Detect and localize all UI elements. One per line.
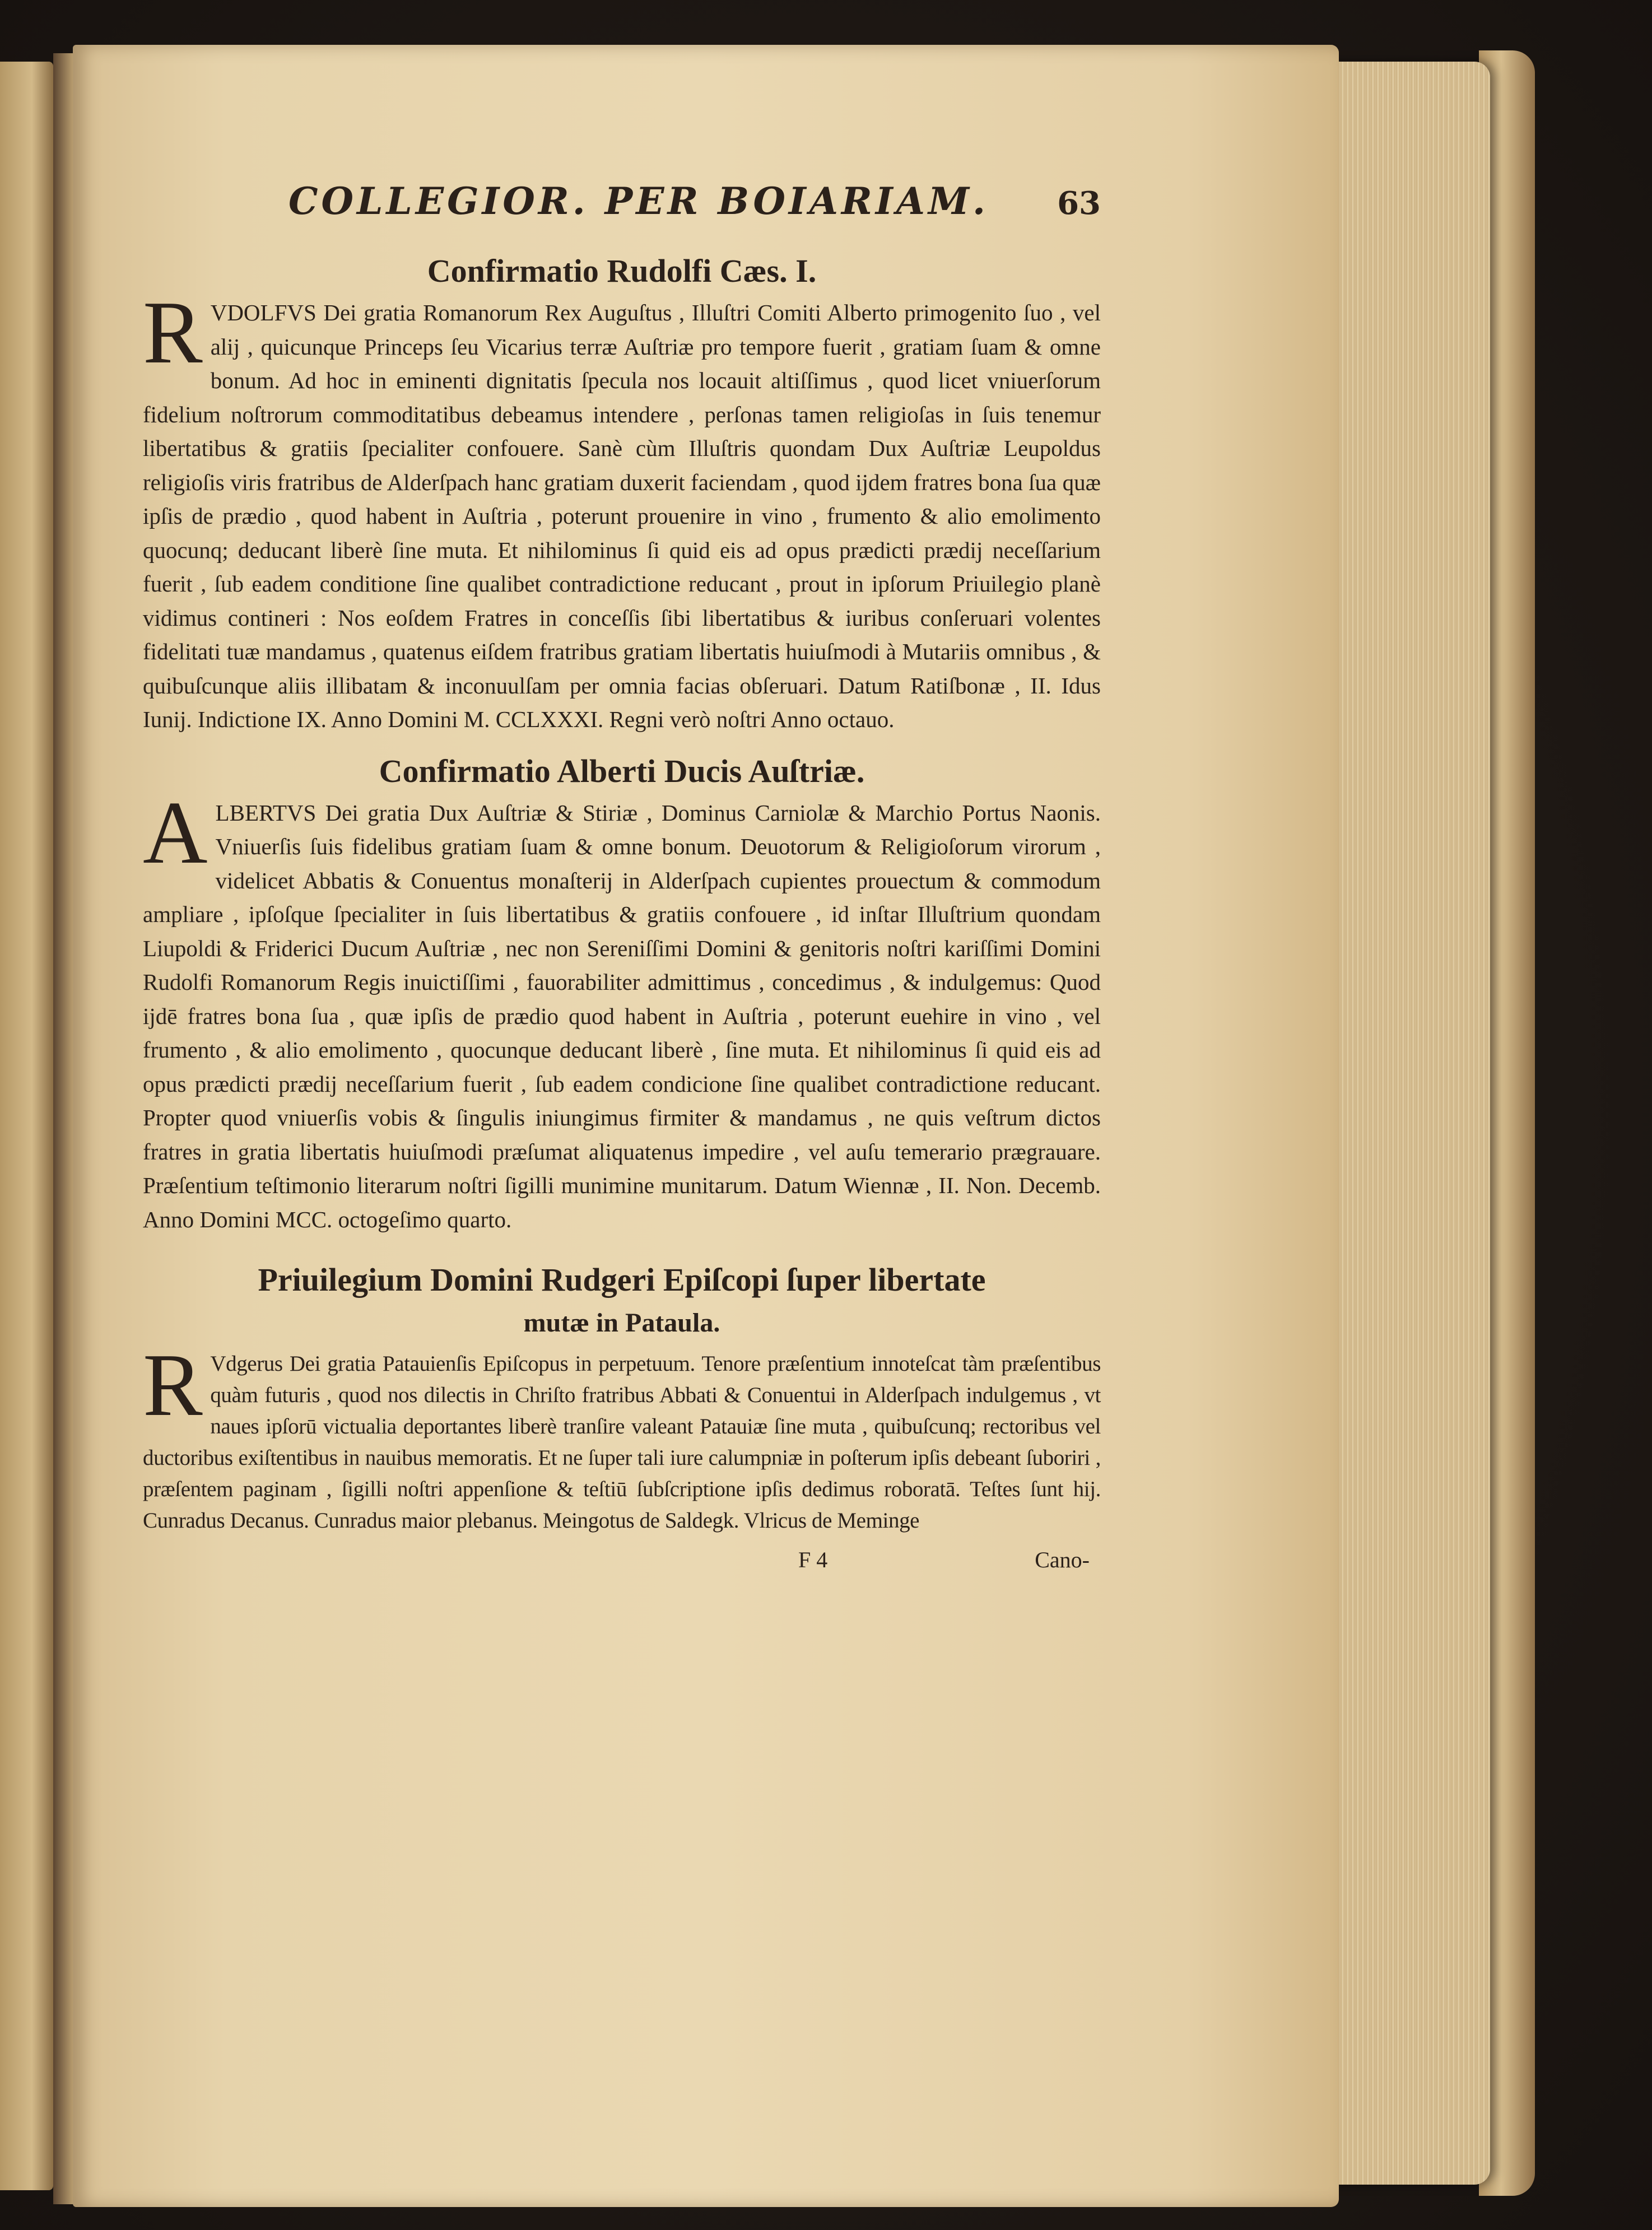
- running-head-title: COLLEGIOR. PER BOIARIAM.: [288, 179, 989, 223]
- body-text: LBERTVS Dei gratia Dux Auſtriæ & Stiriæ , Dominus Carniolæ & Marchio Portus Naonis. Vniuerſis ſuis fidelibus gratiam ſuam & omne bonum. Deuotorum & Religioſorum virorum , videlicet Abbatis & Conuentus monaſterij in Alderſpach cupientes prouectum & commodum ampliare , ipſoſque ſpecialiter in ſuis libertatibus & gratiis confouere , id inſtar Illuſtrium quondam Liupoldi & Friderici Ducum Auſtriæ , nec non Sereniſſimi Domini & genitoris noſtri kariſſimi Domini Rudolfi Romanorum Regis inuictiſſimi , fauorabiliter admittimus , concedimus , & indulgemus: Quod ijdē fratres bona ſua , quæ ipſis de prædio quod habent in Auſtria , poterunt euehire in vino , vel frumento , & alio emolimento , quocunque deducant liberè , ſine muta. Et nihilominus ſi quid eis ad opus prædicti prædij neceſſarium fuerit , ſub eadem condicione ſine qualibet contradictione reducant. Propter quod vniuerſis vobis & ſingulis iniungimus firmiter & mandamus , ne quis veſtrum dictos fratres in gratia libertatis huiuſmodi præſumat aliquatenus impedire , vel auſu temerario prægrauare. Præſentium teſtimonio literarum noſtri ſigilli munimine munitarum. Datum Wiennæ , II. Non. Decemb. Anno Domini MCC. octogeſimo quarto.: [143, 799, 1101, 1232]
- body-text: VDOLFVS Dei gratia Romanorum Rex Auguſtus , Illuſtri Comiti Alberto primogenito ſuo , vel alij , quicunque Princeps ſeu Vicarius terræ Auſtriæ pro tempore fuerit , gratiam ſuam & omne bonum. Ad hoc in eminenti dignitatis ſpecula nos locauit altiſſimus , quod licet vniuerſorum fidelium noſtrorum commoditatibus debeamus intendere , perſonas tamen religioſas in ſuis tenemur libertatibus & gratiis ſpecialiter confouere. Sanè cùm Illuſtris quondam Dux Auſtriæ Leupoldus religioſis viris fratribus de Alderſpach hanc gratiam duxerit faciendam , quod ijdem fratres bona ſua quæ ipſis de prædio , quod habent in Auſtria , poterunt prouenire in vino , frumento & alio emolimento quocunq; deducant liberè ſine muta. Et nihilominus ſi quid eis ad opus prædicti prædij neceſſarium fuerit , ſub eadem conditione ſine qualibet contradictione reducant , prout in ipſorum Priuilegio planè vidimus contineri : Nos eoſdem Fratres in conceſſis ſibi libertatibus & iuribus conſeruari volentes fidelitati tuæ mandamus , quatenus eiſdem fratribus gratiam libertatis huiuſmodi à Mutariis omnibus , & quibuſcunque aliis illibatam & inconuulſam per omnia facias obſeruari. Datum Ratiſbonæ , II. Idus Iunij. Indictione IX. Anno Domini M. CCLXXXI. Regni verò noſtri Anno octauo.: [143, 300, 1101, 732]
- drop-cap: A: [143, 782, 208, 882]
- book-gutter: [53, 53, 76, 2204]
- section-body: [143, 282, 1101, 737]
- page-number: 63: [1057, 185, 1101, 222]
- section-priuilegium-rudgeri: [143, 1255, 1101, 1537]
- section-confirmatio-rudolfi: [143, 246, 1101, 737]
- section-confirmatio-alberti: [143, 747, 1101, 1237]
- section-body: [143, 782, 1101, 1237]
- drop-cap: R: [143, 282, 203, 382]
- facing-page-edge: [0, 62, 53, 2190]
- running-head: [143, 179, 1101, 246]
- section-heading: Confirmatio Alberti Ducis Auſtriæ.: [379, 752, 865, 789]
- section-body: [143, 1335, 1101, 1537]
- page-text-block: [143, 179, 1101, 1573]
- section-heading: Priuilegium Domini Rudgeri Epiſcopi ſuper libertate: [258, 1261, 986, 1298]
- section-heading: Confirmatio Rudolfi Cæs. I.: [427, 253, 817, 289]
- signature-mark: F 4: [798, 1547, 828, 1572]
- catchword: Cano-: [1035, 1547, 1090, 1572]
- drop-cap: R: [143, 1335, 203, 1435]
- page-footer: [143, 1547, 1101, 1573]
- body-text: Vdgerus Dei gratia Patauienſis Epiſcopus in perpetuum. Tenore præſentium innoteſcat tàm præſentibus quàm futuris , quod nos dilectis in Chriſto fratribus Abbati & Conuentui in Alderſpach indulgemus , vt naues ipſorū victualia deportantes liberè tranſire valeant Patauiæ ſine muta , quibuſcunq; rectoribus vel ductoribus exiſtentibus in nauibus memoratis. Et ne ſuper tali iure calumpniæ in poſterum ipſis debeant ſuboriri , præſentem paginam , ſigilli noſtri appenſione & teſtiū ſubſcriptione ipſis dedimus roboratā. Teſtes ſunt hij. Cunradus Decanus. Cunradus maior plebanus. Meingotus de Saldegk. Vlricus de Meminge: [143, 1352, 1101, 1533]
- section-subheading: mutæ in Pataula.: [523, 1308, 720, 1338]
